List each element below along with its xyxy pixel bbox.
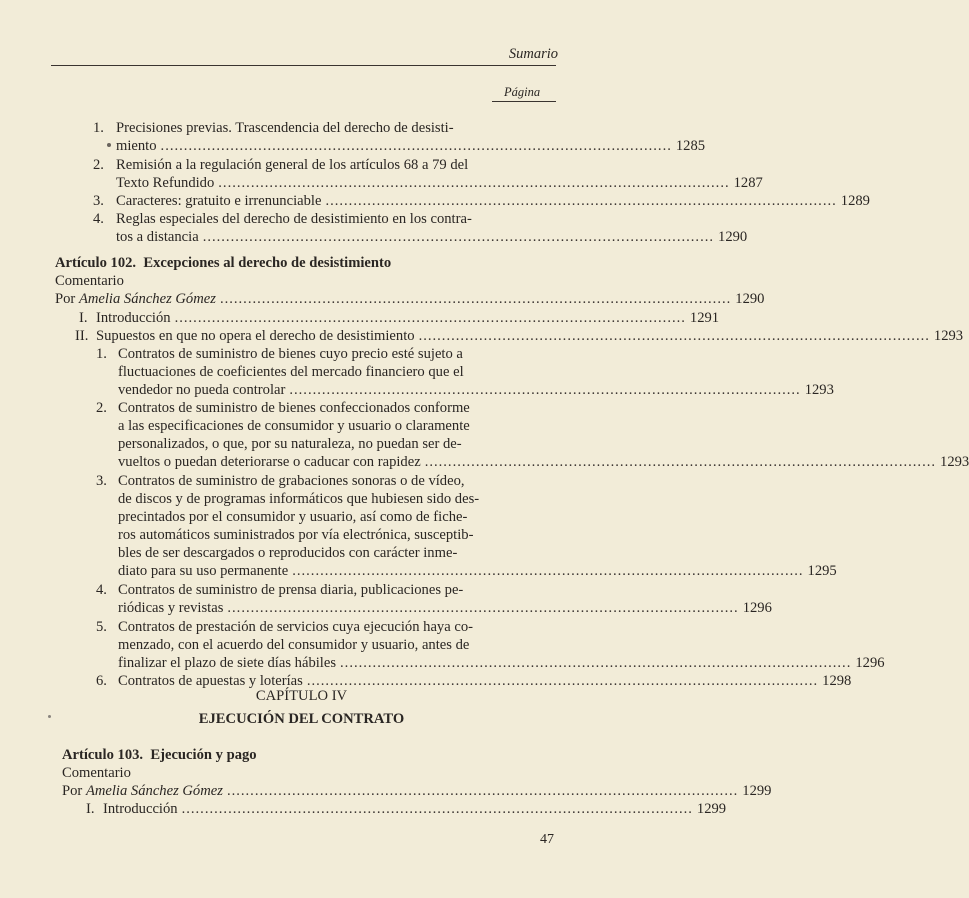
toc-entry: Supuestos en que no opera el derecho de desistimiento .............................................................................................................. 1293 bbox=[96, 328, 964, 344]
toc-entry-line: personalizados, o que, por su naturaleza, no puedan ser de- bbox=[118, 436, 462, 452]
toc-entry-line: Contratos de suministro de grabaciones sonoras o de vídeo, bbox=[118, 473, 465, 489]
toc-entry-number: 4. bbox=[96, 582, 107, 598]
toc-entry-line: a las especificaciones de consumidor y usuario o claramente bbox=[118, 418, 470, 434]
page-number: 1296 bbox=[742, 600, 772, 616]
page-number: 1287 bbox=[733, 175, 763, 191]
toc-entry-line: Reglas especiales del derecho de desistimiento en los contra- bbox=[116, 211, 472, 227]
author-name: Amelia Sánchez Gómez bbox=[78, 291, 216, 307]
toc-entry-line: Precisiones previas. Trascendencia del derecho de desisti- bbox=[116, 120, 454, 136]
chapter-number: CAPÍTULO IV bbox=[255, 688, 348, 704]
page-number: 1298 bbox=[822, 673, 852, 689]
pagina-column-label: Página bbox=[504, 85, 541, 99]
header-rule bbox=[51, 65, 556, 66]
toc-entry-number: I. bbox=[79, 310, 88, 326]
toc-entry-number: II. bbox=[75, 328, 89, 344]
page-number: 1299 bbox=[742, 783, 772, 799]
author-entry: Por Amelia Sánchez Gómez .............................................................................................................. 1290 bbox=[55, 291, 765, 307]
toc-entry: vueltos o puedan deteriorarse o caducar con rapidez .............................................................................................................. 1293 bbox=[118, 454, 969, 470]
commentary-label: Comentario bbox=[62, 765, 131, 781]
toc-entry-line: Contratos de suministro de prensa diaria, publicaciones pe- bbox=[118, 582, 464, 598]
toc-entry: Contratos de apuestas y loterías .............................................................................................................. 1298 bbox=[118, 673, 852, 689]
toc-entry: vendedor no pueda controlar .............................................................................................................. 1293 bbox=[118, 382, 834, 398]
page-number: 1296 bbox=[855, 655, 885, 671]
commentary-label: Comentario bbox=[55, 273, 124, 289]
page-number: 1291 bbox=[689, 310, 720, 326]
toc-entry-line: Remisión a la regulación general de los artículos 68 a 79 del bbox=[116, 157, 469, 173]
toc-entry-line: Contratos de prestación de servicios cuya ejecución haya co- bbox=[118, 619, 473, 635]
page-number: 1293 bbox=[940, 454, 969, 470]
page-number: 1293 bbox=[804, 382, 834, 398]
toc-entry: Texto Refundido .............................................................................................................. 1287 bbox=[116, 175, 763, 191]
article-heading: Artículo 102. Excepciones al derecho de desistimiento bbox=[55, 255, 392, 271]
page-number: 1299 bbox=[696, 801, 727, 817]
toc-entry-line: menzado, con el acuerdo del consumidor y usuario, antes de bbox=[118, 637, 470, 653]
page-number: 1285 bbox=[675, 138, 706, 154]
pagina-rule bbox=[492, 101, 556, 102]
running-head: Sumario bbox=[508, 46, 558, 62]
toc-page: Sumario Página 1. Precisiones previas. Trascendencia del derecho de desisti- miento .............................................................................................................. 1285 2. Remisión a la regulación general de los artículos 68 a 79 del Texto Refundido .............................................................................................................. 1287 3. Caracteres: gratuito e irrenunciable .............................................................................................................. 1289 4. Reglas especiales del derecho de desistimiento en los contra- tos a distancia .............................................................................................................. 1290 Artículo 102. Excepciones al derecho de desistimiento Comentario Por Amelia Sánchez Gómez .............................................................................................................. 1290 I. Introducción .............................................................................................................. 1291 II. Supuestos en que no opera el derecho de desistimiento .............................................................................................................. 1293 1. Contratos de suministro de bienes cuyo precio esté sujeto a fluctuaciones de coeficientes del mercado financiero que el vendedor no pueda controlar .............................................................................................................. 1293 2. Contratos de suministro de bienes confeccionados conforme a las especificaciones de consumidor y usuario o claramente personalizados, o que, por su naturaleza, no puedan ser de- vueltos o puedan deteriorarse o caducar con rapidez .............................................................................................................. 1293 3. Contratos de suministro de grabaciones sonoras o de vídeo, de discos y de programas informáticos que hubiesen sido des- precintados por el consumidor y usuario, así como de fiche- ros automáticos suministrados por vía electrónica, susceptib- bles de ser descargados o reproducidos con carácter inme- diato para su uso permanente .............................................................................................................. 1295 4. Contratos de suministro de prensa diaria, publicaciones pe- riódicas y revistas .............................................................................................................. 1296 5. Contratos de prestación de servicios cuya ejecución haya co- menzado, con el acuerdo del consumidor y usuario, antes de finalizar el plazo de siete días hábiles .............................................................................................................. 1296 6. Contratos de apuestas y loterías .............................................................................................................. 1298 CAPÍTULO IV EJECUCIÓN DEL CONTRATO Artículo 103. Ejecución y pago Comentario Por Amelia Sánchez Gómez .............................................................................................................. 1299 I. Introducción .............................................................................................................. 1299 47 bbox=[0, 0, 603, 898]
author-name: Amelia Sánchez Gómez bbox=[85, 783, 223, 799]
toc-entry: miento .............................................................................................................. 1285 bbox=[116, 138, 706, 154]
page-number: 1293 bbox=[933, 328, 964, 344]
toc-entry: riódicas y revistas .............................................................................................................. 1296 bbox=[118, 600, 772, 616]
toc-entry: tos a distancia .............................................................................................................. 1290 bbox=[116, 229, 748, 245]
toc-entry: diato para su uso permanente .............................................................................................................. 1295 bbox=[118, 563, 837, 579]
toc-entry-number: I. bbox=[86, 801, 95, 817]
toc-entry-number: 2. bbox=[96, 400, 107, 416]
toc-entry-line: de discos y de programas informáticos que hubiesen sido des- bbox=[118, 491, 480, 507]
toc-entry-number: 2. bbox=[93, 157, 104, 173]
page-number: 1289 bbox=[840, 193, 870, 209]
toc-entry-number: 5. bbox=[96, 619, 107, 635]
toc-entry-line: bles de ser descargados o reproducidos con carácter inme- bbox=[118, 545, 458, 561]
article-heading: Artículo 103. Ejecución y pago bbox=[62, 747, 257, 763]
toc-entry-number: 6. bbox=[96, 673, 107, 689]
toc-entry-line: Contratos de suministro de bienes confeccionados conforme bbox=[118, 400, 470, 416]
toc-entry-line: fluctuaciones de coeficientes del mercado financiero que el bbox=[118, 364, 464, 380]
chapter-title: EJECUCIÓN DEL CONTRATO bbox=[198, 711, 405, 727]
toc-entry-line: Contratos de suministro de bienes cuyo precio esté sujeto a bbox=[118, 346, 463, 362]
page-number: 1295 bbox=[807, 563, 837, 579]
toc-entry-number: 3. bbox=[93, 193, 104, 209]
toc-entry: Introducción .............................................................................................................. 1291 bbox=[96, 310, 720, 326]
page-number: 1290 bbox=[735, 291, 765, 307]
author-entry: Por Amelia Sánchez Gómez .............................................................................................................. 1299 bbox=[62, 783, 772, 799]
page-number: 1290 bbox=[718, 229, 748, 245]
toc-entry-line: precintados por el consumidor y usuario, así como de fiche- bbox=[118, 509, 468, 525]
toc-entry-number: 3. bbox=[96, 473, 107, 489]
print-speck bbox=[107, 143, 111, 147]
toc-entry-number: 4. bbox=[93, 211, 104, 227]
page-folio: 47 bbox=[540, 832, 554, 847]
toc-entry: Caracteres: gratuito e irrenunciable .............................................................................................................. 1289 bbox=[116, 193, 870, 209]
toc-entry-number: 1. bbox=[96, 346, 107, 362]
toc-entry: Introducción .............................................................................................................. 1299 bbox=[103, 801, 727, 817]
toc-entry: finalizar el plazo de siete días hábiles .............................................................................................................. 1296 bbox=[118, 655, 885, 671]
toc-entry-line: ros automáticos suministrados por vía electrónica, susceptib- bbox=[118, 527, 474, 543]
